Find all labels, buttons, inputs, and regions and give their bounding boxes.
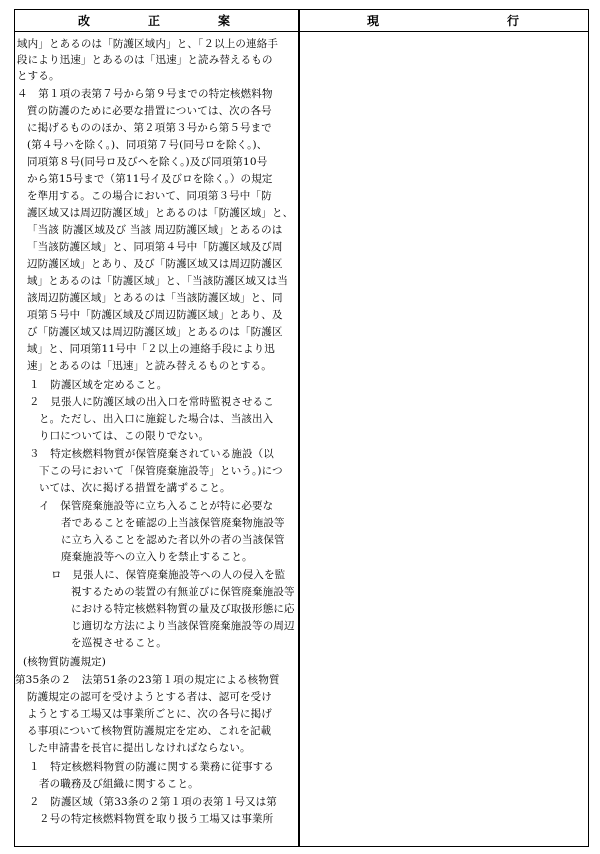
table-header — [15, 10, 588, 32]
text-line: から第15号まで（第11号イ及びロを除く。）の規定 — [27, 173, 273, 185]
text-line: 段により迅速」とあるのは「迅速」と読み替えるもの — [17, 54, 273, 66]
text-line: 護区域又は周辺防護区域」とあるのは「防護区域」と、 — [27, 207, 294, 219]
text-line: と。ただし、出入口に施錠した場合は、当該出入 — [39, 413, 274, 425]
text-line: いては、次に掲げる措置を講ずること。 — [39, 482, 231, 494]
comparison-table — [14, 9, 589, 847]
text-line: 辺防護区域」とあり、及び「防護区域又は周辺防護区 — [27, 258, 283, 270]
text-line: 「当該防護区域」と、同項第４号中「防護区域及び周 — [27, 241, 283, 253]
text-line: ２ 見張人に防護区域の出入口を常時監視させるこ — [29, 396, 274, 408]
text-line: を巡視させること。 — [71, 637, 167, 649]
header-revised — [15, 10, 298, 31]
header-revised-char-2: 正 — [148, 14, 161, 28]
text-line: を準用する。この場合において、同項第３号中「防 — [27, 190, 272, 202]
text-line: ２ 防護区域（第33条の２第１項の表第１号又は第 — [29, 796, 277, 808]
text-line: に掲げるもののほか、第２項第３号から第５号まで — [27, 122, 272, 134]
text-line: １ 防護区域を定めること。 — [29, 379, 168, 391]
text-line: ３ 特定核燃料物質が保管廃棄されている施設（以 — [29, 448, 274, 460]
text-line: 視するための装置の有無並びに保管廃棄施設等 — [71, 586, 295, 598]
text-line: ようとする工場又は事業所ごとに、次の各号に掲げ — [27, 708, 272, 720]
text-line: 下この号において「保管廃棄施設等」という。)につ — [39, 465, 283, 477]
header-revised-char-3: 案 — [218, 14, 231, 28]
header-current — [299, 10, 588, 31]
text-line: (第４号ハを除く。)、同項第７号(同号ロを除く。)、 — [27, 139, 268, 151]
text-line: した申請書を長官に提出しなければならない。 — [27, 742, 251, 754]
text-line: る事項について核物質防護規定を定め、これを記載 — [27, 725, 272, 737]
text-line: ４ 第１項の表第７号から第９号までの特定核燃料物 — [17, 88, 273, 100]
text-line: 項第５号中「防護区域及び周辺防護区域」とあり、及 — [27, 309, 283, 321]
header-current-char-2: 行 — [507, 14, 520, 28]
text-line: 同項第８号(同号ロ及びヘを除く。)及び同項第10号 — [27, 156, 268, 168]
header-current-char-1: 現 — [367, 14, 380, 28]
text-line: 域」と、同項第11号中「２以上の連絡手段により迅 — [27, 343, 275, 355]
text-line: 域内」とあるのは「防護区域内」と、「２以上の連絡手 — [17, 38, 278, 50]
text-line: 廃棄施設等への立入りを禁止すること。 — [61, 551, 253, 563]
text-line: 速」とあるのは「迅速」と読み替えるものとする。 — [27, 360, 272, 372]
text-line: イ 保管廃棄施設等に立ち入ることが特に必要な — [39, 500, 274, 512]
text-line: ２号の特定核燃料物質を取り扱う工場又は事業所 — [39, 813, 274, 825]
column-divider — [298, 10, 300, 846]
text-line: ロ 見張人に、保管廃棄施設等への人の侵入を監 — [51, 569, 286, 581]
text-line: 質の防護のために必要な措置については、次の各号 — [27, 105, 272, 117]
text-line: 域」とあるのは「防護区域」と、「当該防護区域又は当 — [27, 275, 288, 287]
section-heading: (核物質防護規定) — [23, 656, 107, 668]
text-line: 者の職務及び組織に関すること。 — [39, 778, 199, 790]
text-line: とする。 — [17, 70, 60, 82]
text-line: 防護規定の認可を受けようとする者は、認可を受け — [27, 691, 272, 703]
text-line: における特定核燃料物質の量及び取扱形態に応 — [71, 603, 295, 615]
text-line: 「当該 防護区域及び 当該 周辺防護区域」とあるのは — [27, 224, 283, 236]
text-line: １ 特定核燃料物質の防護に関する業務に従事する — [29, 761, 274, 773]
text-line: 第35条の２ 法第51条の23第１項の規定による核物質 — [15, 674, 280, 686]
text-line: 者であることを確認の上当該保管廃棄物施設等 — [61, 517, 285, 529]
text-line: り口については、この限りでない。 — [39, 430, 210, 442]
text-line: じ適切な方法により当該保管廃棄施設等の周辺 — [71, 620, 295, 632]
text-line: び「防護区域又は周辺防護区域」とあるのは「防護区 — [27, 326, 283, 338]
text-line: 該周辺防護区域」とあるのは「当該防護区域」と、同 — [27, 292, 283, 304]
header-revised-char-1: 改 — [78, 14, 91, 28]
text-line: に立ち入ることを認めた者以外の者の当該保管 — [61, 534, 285, 546]
